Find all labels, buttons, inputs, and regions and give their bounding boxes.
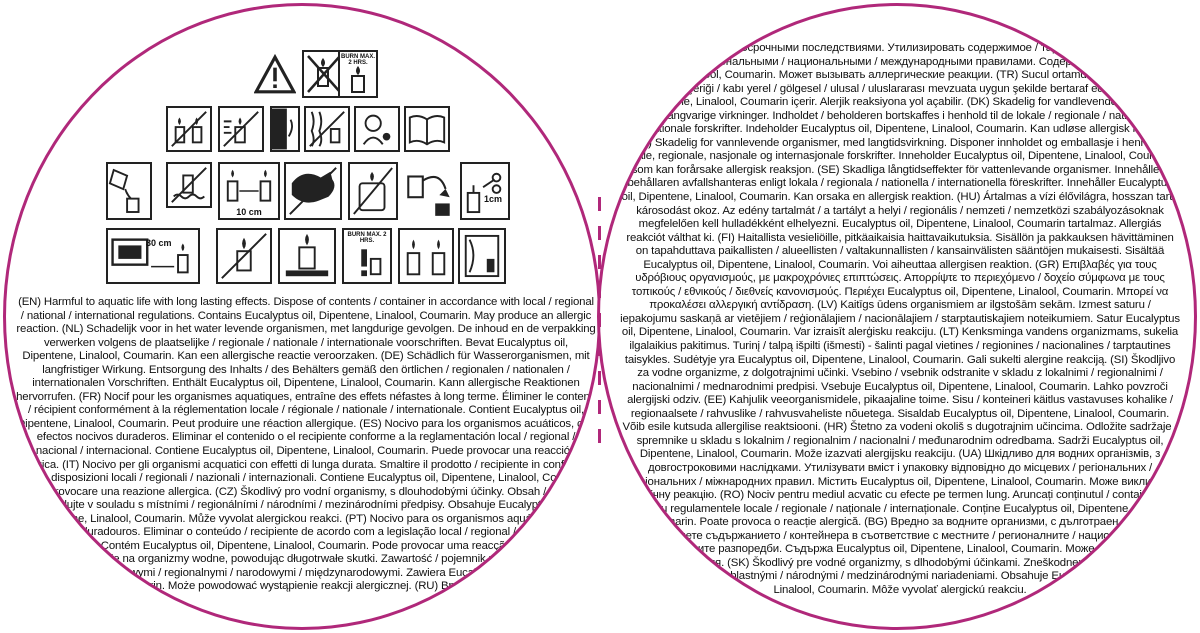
no-candles-close-together-icon xyxy=(166,106,212,152)
warning-paragraph: организмов с долгосрочными последствиями. Утилизировать содержимое / тару в соответствии с местными / региональными / национальными / международными правилами. Содержит Eucalyptus oil, Dipentene, Linalool, Coumarin. Может вызывать аллергические реакции. (TR) Sucul ortamda uzun süre kalıcı, zararlı etki. İçeriği / kabı yerel / gölgesel / ulusal / uluslararası mevzuata uygun şekilde bertaraf edin. Eucalyptus oil, Dipentene, Linalool, Coumarin içerir. Alerjik reaksiyona yol açabilir. (DK) Skadelig for vandlevende organismer, med langvarige virkninger. Indholdet / beholderen bortskaffes i henhold til de lokale / regionale / nationale / internationale forskrifter. Indeholder Eucalyptus oil, Dipentene, Linalool, Coumarin. Kan udløse allergisk reaktion. (NO) Skadelig for vannlevende organismer, med langtidsvirkning. Disponer innholdet og emballasje i henhold til lokale, regionale, nasjonale og internasjonale forskrifter. Inneholder Eucalyptus oil, Dipentene, Linalool, Coumarin som kan forårsake allergisk reaksjon. (SE) Skadliga långtidseffekter för vattenlevande organismer. Innehållet / behållaren avfallshanteras enligt lokala / regionala / nationella / internationella föreskrifter. Innehåller Eucalyptus oil, Dipentene, Linalool, Coumarin. Kan orsaka en allergisk reaktion. (HU) Ártalmas a vízi élővilágra, hosszan tartó károsodást okoz. Az edény tartalmát / a tartályt a helyi / regionális / nemzeti / nemzetközi szabályozásoknak megfelelően kell hulladékként elhelyezni. Eucalyptus oil, Dipentene, Linalool, Coumarin tartalmaz. Allergiás reakciót válthat ki. (FI) Haitallista vesieliöille, pitkäaikaisia haittavaikutuksia. Sisällön ja pakkauksen hävittäminen on tapahduttava paikallisten / alueellisten / valtakunnallisten / kansainvälisten sääntöjen mukaisesti. Sisältää Eucalyptus oil, Dipentene, Linalool, Coumarin. Voi aiheuttaa allergisen reaktion. (GR) Επιβλαβές για τους υδρόβιους οργανισμούς, με μακροχρόνιες επιπτώσεις. Απορρίψτε το περιεχόμενο / δοχείο σύμφωνα με τους τοπικούς / εθνικούς / διεθνείς κανονισμούς. Περιέχει Eucalyptus oil, Dipentene, Linalool, Coumarin. Μπορεί να προκαλέσει αλλεργική αντίδραση. (LV) Kaitīgs ūdens organismiem ar ilgstošām sekām. Izmest saturu / iepakojumu saskaņā ar vietējiem / reģionālajiem / nacionālajiem / starptautiskajiem noteikumiem. Satur Eucalyptus oil, Dipentene, Linalool, Coumarin. Var izraisīt alerģisku reakciju. (LT) Kenksminga vandens organizmams, sukelia ilgalaikius pakitimus. Turinį / talpą išpilti (išmesti) - šalinti pagal vietines / regionines / nacionalines / tarptautines taisykles. Sudėtyje yra Eucalyptus oil, Dipentene, Linalool, Coumarin. Gali sukelti alergine reakciją. (SI) Škodljivo za vodne organizme, z dolgotrajnimi učinki. Vsebino / vsebnik odstranite v skladu z lokalnimi / regionalnimi / nacionalnimi / mednarodnimi predpisi. Vsebuje Eucalyptus oil, Dipentene, Linalool, Coumarin. Lahko povzroči alergijski odziv. (EE) Kahjulik veeorganismidele, pikaajaline toime. Sisu / konteineri käitlus vastavuses kohalike / regionaalsete / rahvuslike / rahvusvaheliste nõuetega. Sisaldab Eucalyptus oil, Dipentene, Linalool, Coumarin. Võib esile kutsuda allergilise reaktsiooni. (HR) Štetno za vodeni okoliš s dugotrajnim učincima. Odložite sadržaje / spremnike u skladu s lokalnim / regionalnim / nacionalni / međunarodnim odredbama. Sadrži Eucalyptus oil, Dipentene, Linalool, Coumarin. Može izazvati alergijsku reakciju. (UA) Шкідливо для водних організмів, з довгостроковими наслідками. Утилізувати вміст і упаковку відповідно до місцевих / регіональних / національних / міжнародних правил. Містить Eucalyptus oil, Dipentene, Linalool, Coumarin. Може викликати алергічну реакцію. (RO) Nociv pentru mediul acvatic cu efecte pe termen lung. Aruncați conținutul / containerul în acord cu regulamentele locale / regionale / naționale / internaționale. Conține Eucalyptus oil, Dipentene, Linalool, Coumarin. Poate provoca o reacție alergică. (BG) Вредно за водните организми, с дълготраен ефект. Изхвърлете съдържанието / контейнера в съответствие с местните / регионалните / националните / международните разпоредби. Съдържа Eucalyptus oil, Dipentene, Linalool, Coumarin. Може да предизвика алергична реакция. (SK) Škodlivý pre vodné organizmy, s dlhodobými účinkami. Zneškodnenie obsahu / obalu v súlade s miestnymi / oblastnými / národnými / medzinárodnými nariadeniami. Obsahuje Eucalyptus oil, Dipentene, Linalool, Coumarin. Môže vyvolať alergickú reakciu. xyxy=(620,42,1180,596)
distance-from-tv-icon xyxy=(106,228,200,284)
warning-paragraph: (EN) Harmful to aquatic life with long lasting effects. Dispose of contents / container in accordance with local / regional / national / international regulations. Contains Eucalyptus oil, Dipentene, Linalool, Coumarin. May produce an allergic reaction. (NL) Schadelijk voor in het water levende organismen, met langdurige gevolgen. De inhoud en de verpakking verwerken volgens de plaatselijke / regionale / nationale / internationale voorschriften. Bevat Eucalyptus oil, Dipentene, Linalool, Coumarin. Kan een allergische reactie veroorzaken. (DE) Schädlich für Wasserorganismen, mit langfristiger Wirkung. Entsorgung des Inhalts / des Behälters gemäß den örtlichen / regionalen / nationalen / internationalen Vorschriften. Enthält Eucalyptus oil, Dipentene, Linalool, Coumarin. Kann allergische Reaktionen hervorrufen. (FR) Nocif pour les organismes aquatiques, entraîne des effets néfastes à long terme. Éliminer le contenu / récipient conformément à la réglementation locale / régionale / nationale / internationale. Contient Eucalyptus oil, Dipentene, Linalool, Coumarin. Peut produire une réaction allergique. (ES) Nocivo para los organismos acuáticos, con efectos nocivos duraderos. Eliminar el contenido o el recipiente conforme a la reglamentación local / regional / nacional / internacional. Contiene Eucalyptus oil, Dipentene, Linalool, Coumarin. Puede provocar una reacción alérgica. (IT) Nocivo per gli organismi acquatici con effetti di lunga durata. Smaltire il prodotto / recipiente in conformità con le disposizioni locali / regionali / nazionali / internazionali. Contiene Eucalyptus oil, Dipentene, Linalool, Coumarin. Può provocare una reazione allergica. (CZ) Škodlivý pro vodní organismy, s dlouhodobými účinky. Obsah / nádobu likvidujte v souladu s místními / regionálními / národními / mezinárodními předpisy. Obsahuje Eucalyptus oil, Dipentene, Linalool, Coumarin. Může vyvolat alergickou reakci. (PT) Nocivo para os organismos aquáticos com efeitos duradouros. Eliminar o conteúdo / recipiente de acordo com a legislação local / regional / nacional / internacional. Contém Eucalyptus oil, Dipentene, Linalool, Coumarin. Pode provocar uma reacção alérgica. (PL) Działa szkodliwie na organizmy wodne, powodując długotrwałe skutki. Zawartość / pojemnik usuwać zgodnie z przepisami miejscowymi / regionalnymi / narodowymi / międzynarodowymi. Zawiera Eucalyptus oil, Dipentene, Linalool, Coumarin. Może powodować wystąpienie reakcji alergicznej. (RU) Вредно для водных xyxy=(16,296,596,593)
distance-30cm-label: 30 cm xyxy=(146,238,172,248)
left-label-panel xyxy=(3,3,601,630)
warning-text-left xyxy=(16,296,596,594)
keep-from-pets-icon xyxy=(284,162,342,220)
fold-mark xyxy=(598,371,601,385)
keep-from-children-icon xyxy=(354,106,400,152)
no-draft-icon xyxy=(218,106,264,152)
distance-between-candles-icon xyxy=(218,162,280,220)
no-burning-on-heat-icon xyxy=(166,162,212,208)
fold-mark xyxy=(598,313,601,327)
fold-mark xyxy=(598,197,601,211)
warning-text-right xyxy=(620,42,1180,597)
burn-max-label: BURN MAX. 2 HRS. xyxy=(347,232,387,244)
fold-mark xyxy=(598,400,601,414)
burn-time-label: BURN MAX. 2 HRS. xyxy=(341,54,375,66)
no-container-burning-icon xyxy=(348,162,398,220)
fold-mark xyxy=(598,342,601,356)
burn-max-2hrs-icon xyxy=(342,228,392,284)
dispose-after-use-icon xyxy=(404,162,454,220)
fold-mark xyxy=(598,226,601,240)
fold-mark xyxy=(598,284,601,298)
read-instructions-icon xyxy=(404,106,450,152)
right-label-panel xyxy=(597,3,1197,630)
warning-triangle-icon xyxy=(254,54,296,96)
fold-mark xyxy=(598,429,601,443)
no-candle-near-window-icon xyxy=(458,228,506,284)
distance-1cm-label: 1cm xyxy=(484,194,503,204)
no-candle-near-door-icon xyxy=(270,106,300,152)
fold-mark xyxy=(598,255,601,269)
trim-wick-icon xyxy=(460,162,510,220)
no-candle-in-enclosure-icon xyxy=(398,228,454,284)
no-water-extinguish-icon xyxy=(106,162,152,220)
burn-time-limit-icon xyxy=(338,50,378,98)
distance-10cm-label: 10 cm xyxy=(236,207,262,217)
burn-on-heat-resistant-icon xyxy=(278,228,336,284)
no-candle-near-curtains-icon xyxy=(304,106,350,152)
no-candle-unattended-icon xyxy=(216,228,272,284)
